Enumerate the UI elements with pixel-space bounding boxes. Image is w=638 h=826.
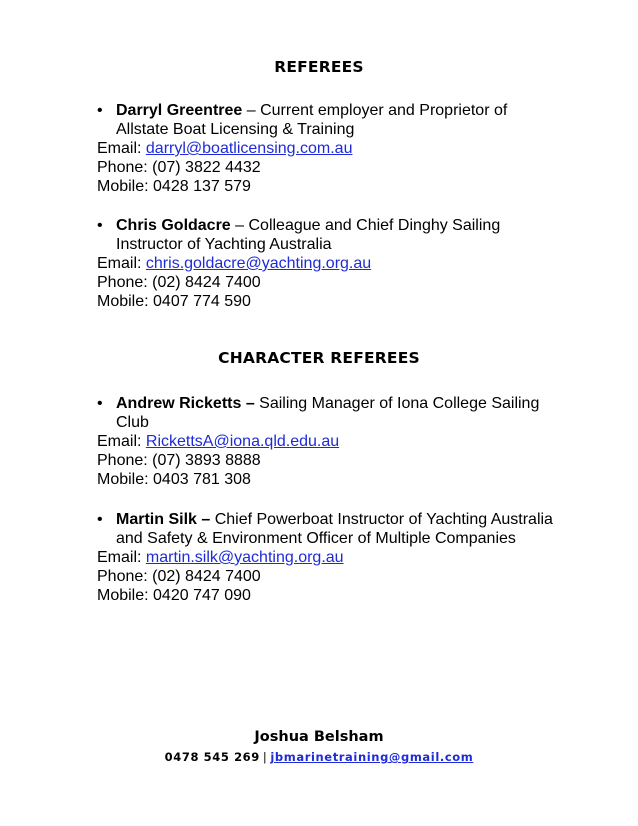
email-label: Email: [97, 140, 146, 157]
bullet-icon: • [97, 102, 103, 119]
referee-name: Martin Silk – [116, 511, 211, 528]
character-referee-entry [97, 510, 617, 605]
referee-email-line [97, 254, 597, 273]
referee-mobile: Mobile: 0428 137 579 [97, 178, 251, 195]
referees-heading: REFEREES [274, 58, 364, 76]
referee-email-line [97, 548, 617, 567]
email-link[interactable]: chris.goldacre@yachting.org.au [145, 255, 372, 272]
referee-description: – Current employer and Proprietor of [242, 102, 508, 119]
referee-email-line [97, 139, 597, 158]
referee-entry [97, 216, 597, 311]
referee-phone: Phone: (07) 3893 8888 [97, 452, 261, 469]
character-referees-heading: CHARACTER REFEREES [218, 349, 420, 367]
referee-name: Darryl Greentree [116, 102, 243, 119]
referee-email-line [97, 432, 597, 451]
referee-phone: Phone: (02) 8424 7400 [97, 568, 261, 585]
bullet-icon: • [97, 217, 103, 234]
referee-description-continued: and Safety & Environment Officer of Multiple Companies [116, 530, 516, 547]
email-link[interactable]: martin.silk@yachting.org.au [145, 549, 344, 566]
bullet-icon: • [97, 511, 103, 528]
referee-entry [97, 101, 597, 196]
referee-description-continued: Club [116, 414, 149, 431]
email-link[interactable]: RickettsA@iona.qld.edu.au [145, 433, 340, 450]
footer-name: Joshua Belsham [254, 729, 384, 745]
referee-mobile: Mobile: 0403 781 308 [97, 471, 251, 488]
referee-name: Chris Goldacre [116, 217, 231, 234]
referee-description: Chief Powerboat Instructor of Yachting Australia [210, 511, 553, 528]
email-link[interactable]: darryl@boatlicensing.com.au [145, 140, 353, 157]
referee-description: Sailing Manager of Iona College Sailing [254, 395, 540, 412]
character-referee-entry [97, 394, 597, 489]
email-label: Email: [97, 255, 146, 272]
email-label: Email: [97, 549, 146, 566]
referee-name: Andrew Ricketts – [116, 395, 255, 412]
footer-phone: 0478 545 269 [164, 750, 260, 764]
referee-mobile: Mobile: 0407 774 590 [97, 293, 251, 310]
referee-phone: Phone: (02) 8424 7400 [97, 274, 261, 291]
referee-phone: Phone: (07) 3822 4432 [97, 159, 261, 176]
email-label: Email: [97, 433, 146, 450]
referee-description: – Colleague and Chief Dinghy Sailing [230, 217, 501, 234]
footer-contact [0, 750, 638, 764]
bullet-icon: • [97, 395, 103, 412]
footer-email-link[interactable]: jbmarinetraining@gmail.com [270, 750, 474, 764]
footer-separator: | [262, 750, 268, 764]
referee-description-continued: Allstate Boat Licensing & Training [116, 121, 355, 138]
referee-mobile: Mobile: 0420 747 090 [97, 587, 251, 604]
referee-description-continued: Instructor of Yachting Australia [116, 236, 332, 253]
